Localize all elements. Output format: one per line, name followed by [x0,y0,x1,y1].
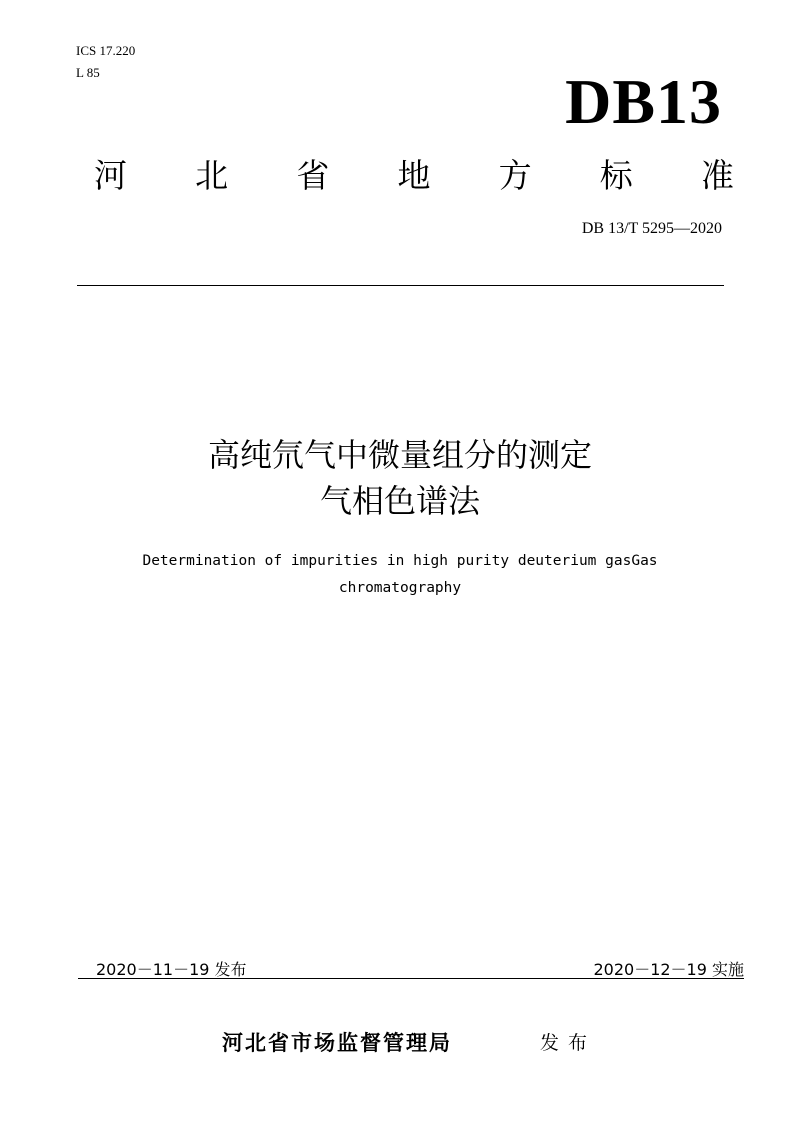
title-chinese-line2: 气相色谱法 [319,482,480,520]
standard-type-char: 河 [94,156,127,195]
db13-logo: DB13 [565,66,722,137]
standard-type-char: 地 [397,156,431,195]
standard-type-char: 北 [195,156,229,195]
title-chinese-line1: 高纯氘气中微量组分的测定 [207,436,592,474]
standard-type-char: 省 [296,156,330,195]
implement-date: 2020－12－19 实施 [593,960,744,979]
footer-divider [78,978,744,979]
title-english: Determination of impurities in high purity deuterium gasGas chromatography [142,553,658,596]
standard-type-char: 标 [599,156,633,195]
issue-label: 发布 [540,1032,597,1054]
standard-number: DB 13/T 5295—2020 [581,220,722,237]
issuing-authority: 河北省市场监督管理局 [222,1031,452,1055]
standard-type [94,152,734,200]
classification-code: L 85 [76,65,100,80]
header-divider [77,285,724,286]
ics-code: ICS 17.220 [76,43,136,58]
standard-type-char: 方 [498,156,532,195]
standard-type-char: 准 [700,156,734,195]
publish-date: 2020－11－19 发布 [96,960,247,979]
